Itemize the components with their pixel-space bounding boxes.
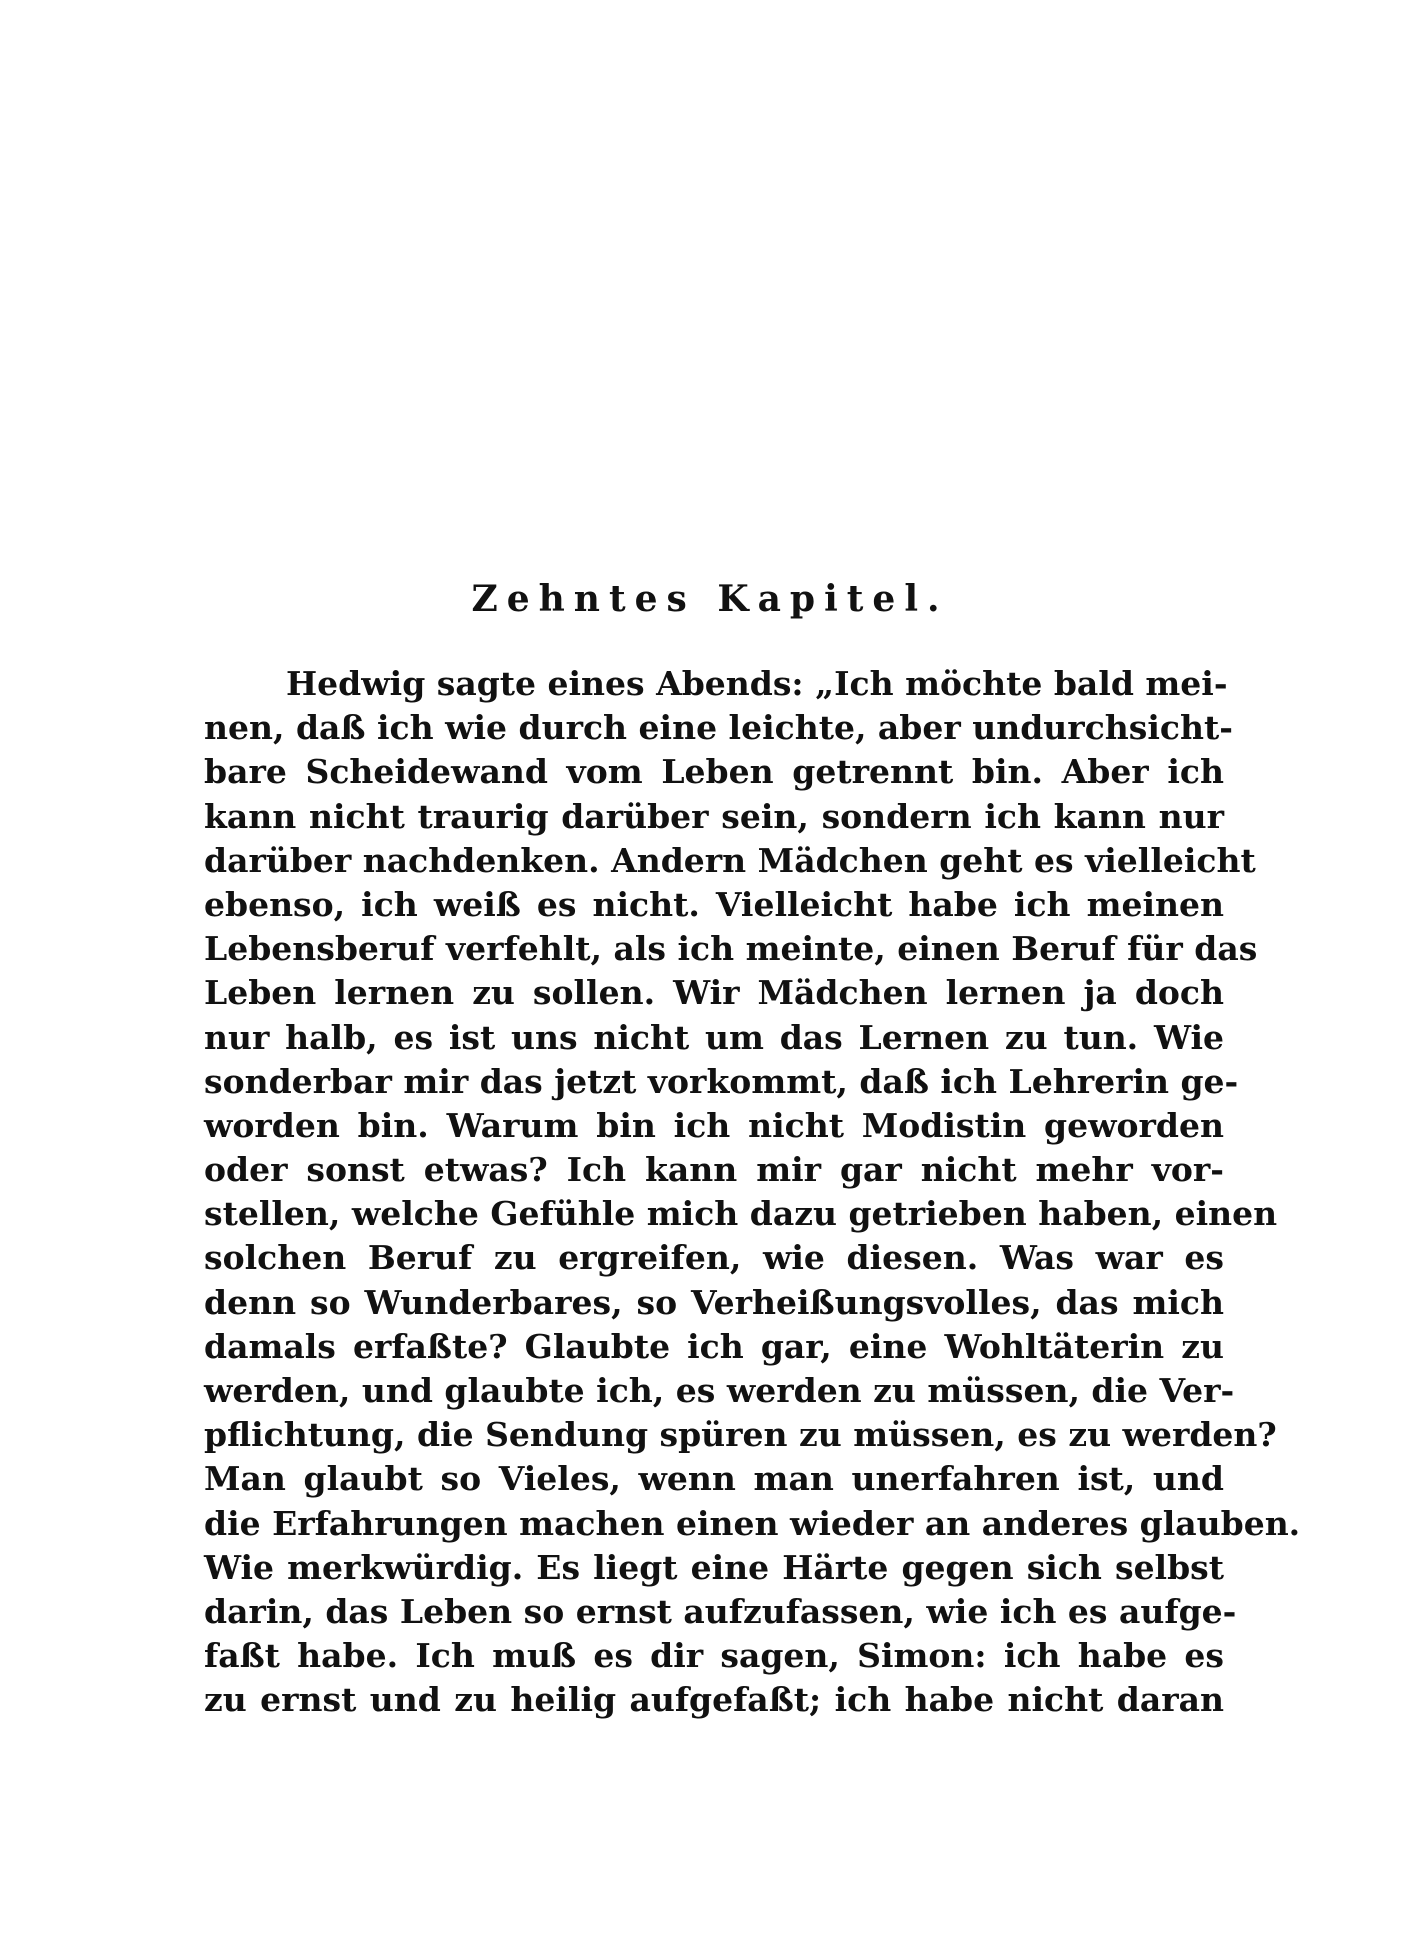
text-line: Leben lernen zu sollen. Wir Mädchen lernen ja doch xyxy=(204,973,1224,1013)
text-line: sonderbar mir das jetzt vorkommt, daß ich Lehrerin ge- xyxy=(204,1061,1239,1101)
text-line: die Erfahrungen machen einen wieder an anderes glauben. xyxy=(204,1503,1301,1543)
text-line: werden, und glaubte ich, es werden zu müssen, die Ver- xyxy=(204,1371,1235,1410)
text-line: faßt habe. Ich muß es dir sagen, Simon: ich habe es xyxy=(204,1636,1224,1676)
text-line: kann nicht traurig darüber sein, sondern ich kann nur xyxy=(204,796,1224,836)
text-line: zu ernst und zu heilig aufgefaßt; ich habe nicht daran xyxy=(204,1680,1224,1720)
text-line: Man glaubt so Vieles, wenn man unerfahren ist, und xyxy=(204,1459,1224,1499)
text-line: nen, daß ich wie durch eine leichte, aber undurchsicht- xyxy=(204,708,1233,748)
text-line: Lebensberuf verfehlt, als ich meinte, einen Beruf für das xyxy=(204,929,1258,969)
text-line: pflichtung, die Sendung spüren zu müssen, es zu werden? xyxy=(204,1415,1277,1455)
text-line: worden bin. Warum bin ich nicht Modistin geworden xyxy=(204,1105,1224,1145)
text-line: Hedwig sagte eines Abends: „Ich möchte bald mei- xyxy=(286,664,1228,703)
chapter-text xyxy=(204,662,1301,1723)
text-line: stellen, welche Gefühle mich dazu getrieben haben, einen xyxy=(204,1194,1278,1234)
text-line: ebenso, ich weiß es nicht. Vielleicht habe ich meinen xyxy=(204,884,1224,924)
text-line: bare Scheidewand vom Leben getrennt bin. Aber ich xyxy=(204,752,1224,792)
text-line: darüber nachdenken. Andern Mädchen geht es vielleicht xyxy=(204,840,1256,880)
chapter-title: Zehntes Kapitel. xyxy=(471,578,949,620)
text-line: solchen Beruf zu ergreifen, wie diesen. Was war es xyxy=(204,1238,1224,1278)
text-line: denn so Wunderbares, so Verheißungsvolles, das mich xyxy=(204,1282,1224,1322)
text-line: Wie merkwürdig. Es liegt eine Härte gegen sich selbst xyxy=(204,1547,1224,1587)
text-line: damals erfaßte? Glaubte ich gar, eine Wohltäterin zu xyxy=(204,1326,1224,1366)
text-line: nur halb, es ist uns nicht um das Lernen zu tun. Wie xyxy=(204,1017,1224,1057)
text-line: oder sonst etwas? Ich kann mir gar nicht mehr vor- xyxy=(204,1150,1224,1190)
text-line: darin, das Leben so ernst aufzufassen, wie ich es aufge- xyxy=(204,1591,1237,1631)
